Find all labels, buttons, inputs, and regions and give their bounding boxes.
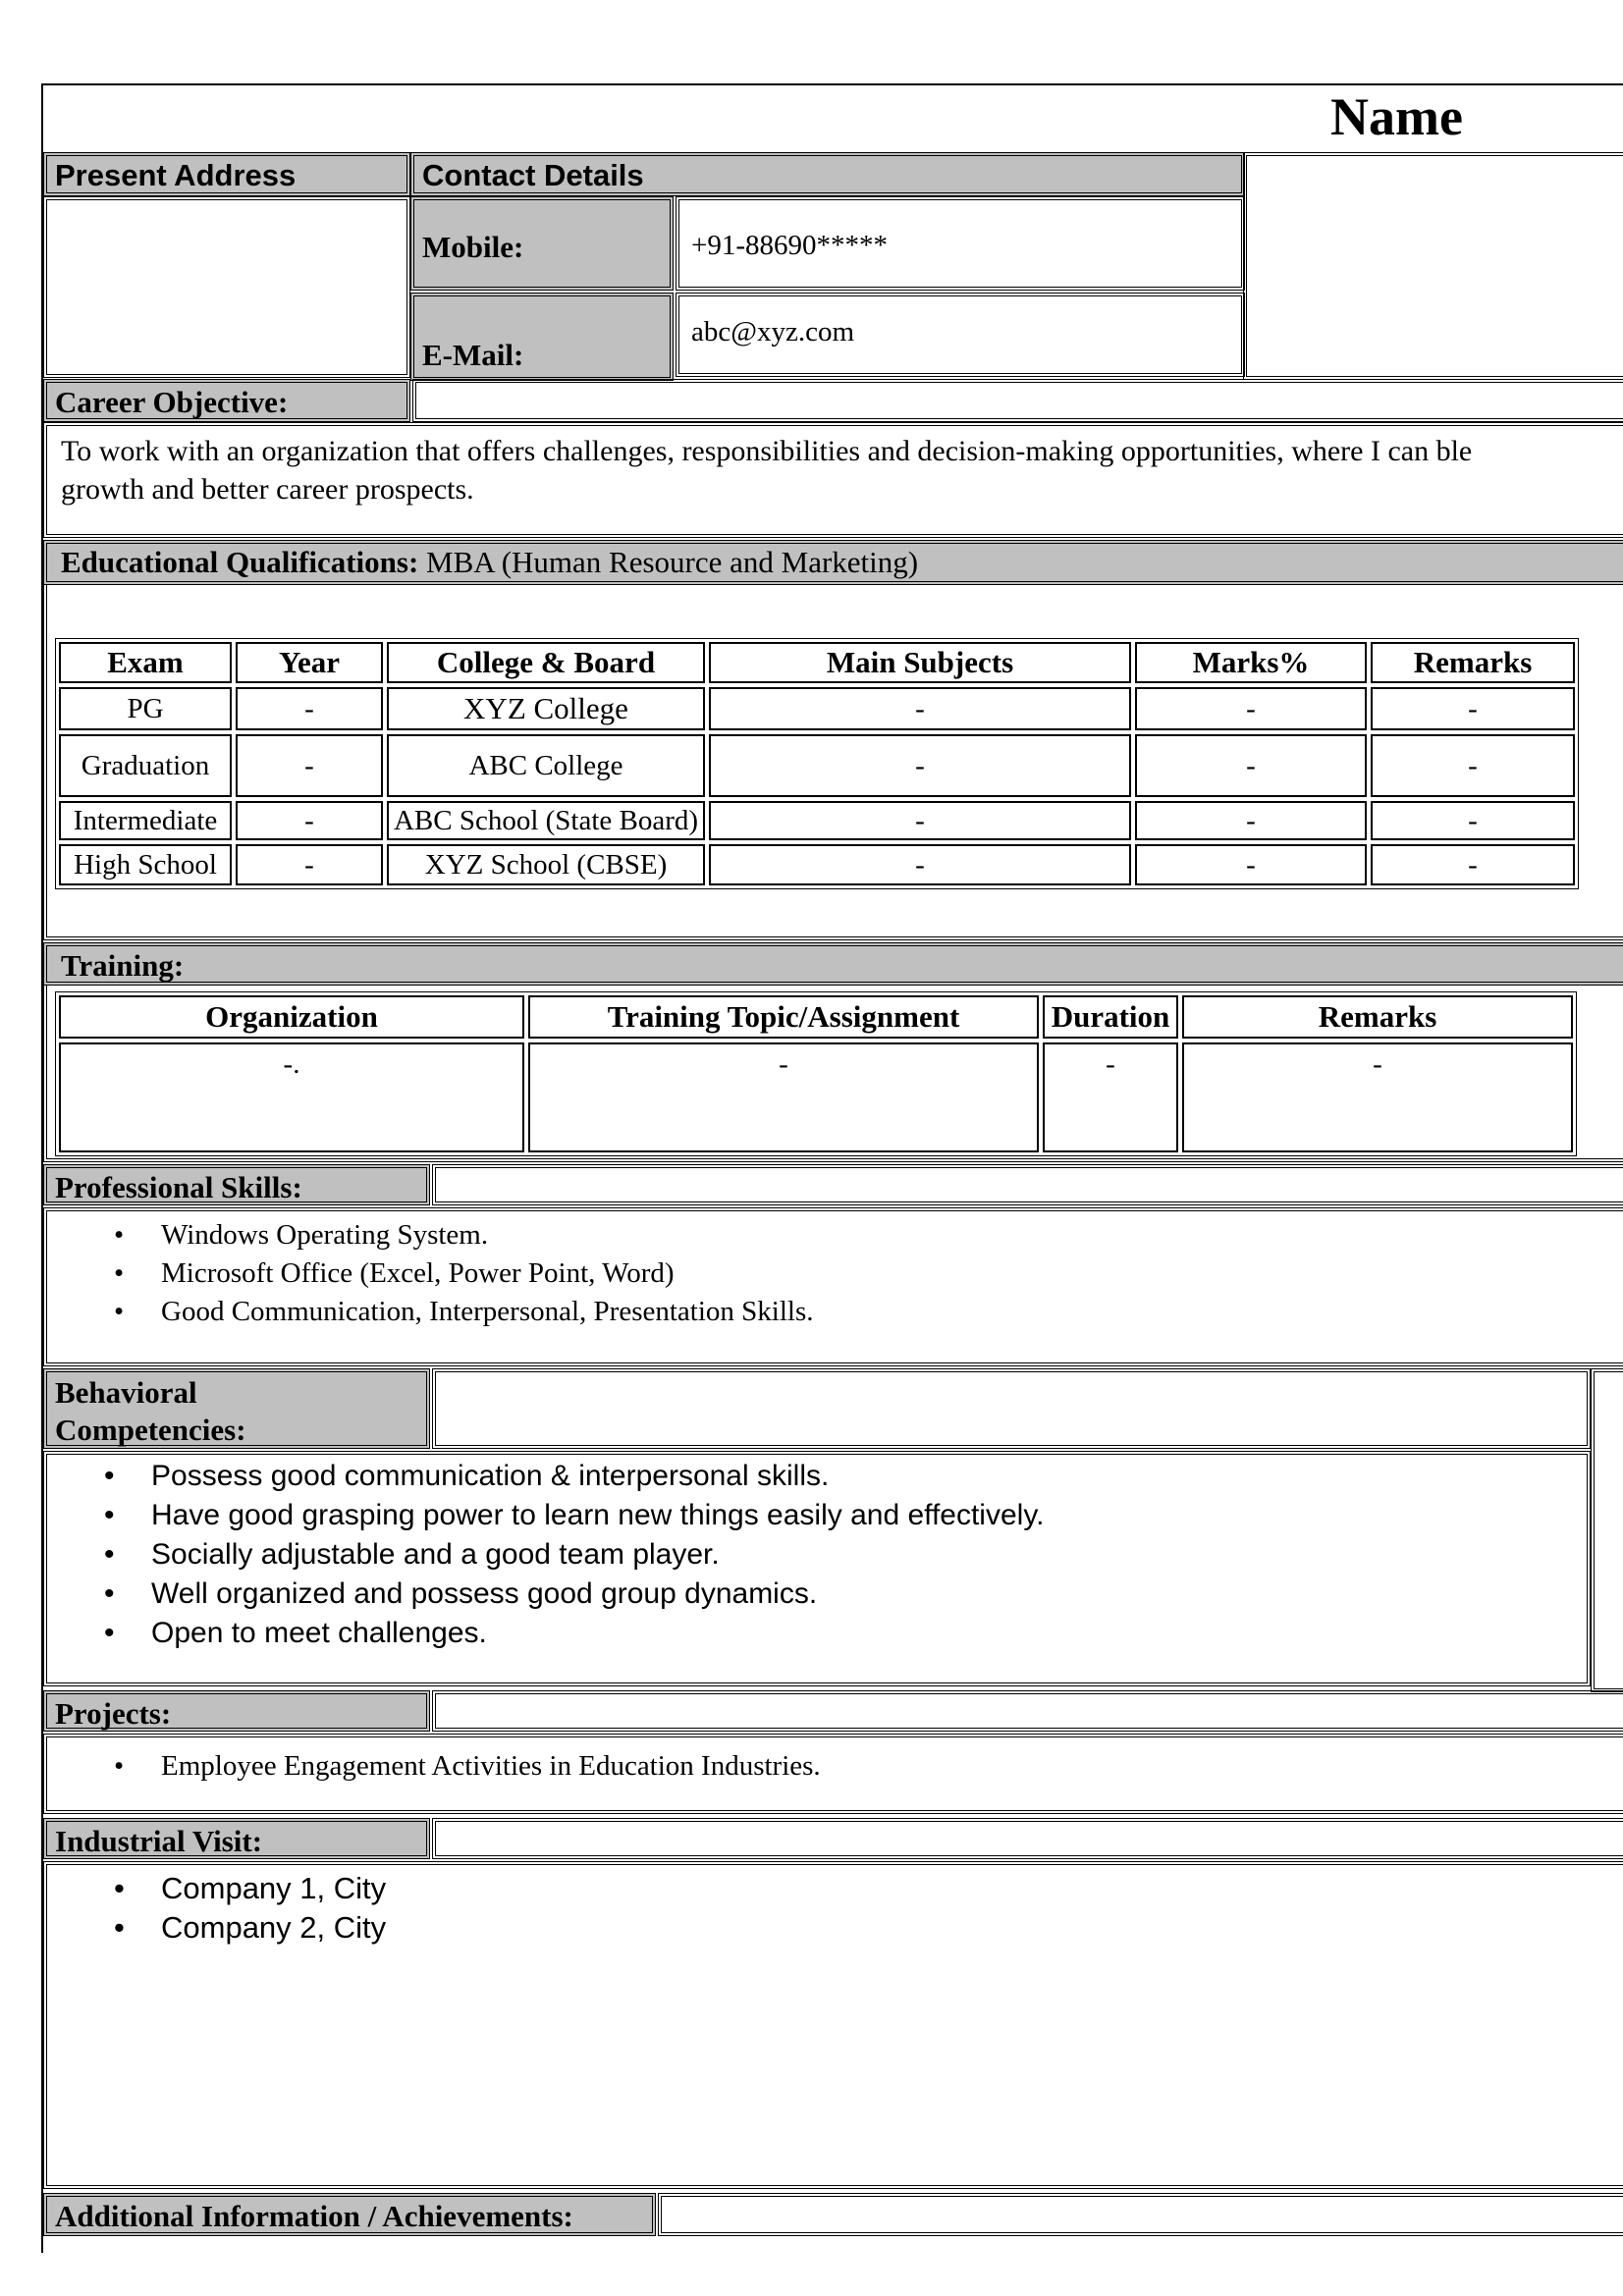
email-value: abc@xyz.com <box>676 293 1245 377</box>
education-degree: MBA (Human Resource and Marketing) <box>426 545 919 579</box>
skill-item: • Windows Operating System. <box>161 1216 1623 1255</box>
edu-cell: XYZ College <box>387 687 705 730</box>
edu-col-subjects: Main Subjects <box>709 642 1131 683</box>
edu-cell: Graduation <box>59 734 232 797</box>
edu-cell: - <box>709 687 1131 730</box>
industrial-visit-field <box>432 1818 1623 1859</box>
competency-item: • Socially adjustable and a good team player. <box>151 1535 1587 1575</box>
edu-cell: - <box>1135 844 1367 885</box>
behavioral-competencies-field <box>432 1368 1591 1449</box>
edu-cell: XYZ School (CBSE) <box>387 844 705 885</box>
professional-skills-field <box>432 1164 1623 1205</box>
edu-cell: - <box>1135 734 1367 797</box>
additional-info-field <box>658 2193 1623 2236</box>
career-objective-field <box>412 379 1623 422</box>
education-label: Educational Qualifications: <box>61 545 419 579</box>
edu-cell: - <box>1135 801 1367 840</box>
career-objective-box <box>43 422 1623 538</box>
training-col-organization: Organization <box>59 995 524 1039</box>
edu-cell: - <box>1371 734 1575 797</box>
edu-cell: - <box>236 687 383 730</box>
training-label: Training: <box>43 942 1623 986</box>
career-objective-line-1: To work with an organization that offers challenges, responsibilities and decision-making opportunities, where I can ble <box>61 435 1473 467</box>
education-heading <box>43 540 1623 585</box>
projects-label: Projects: <box>43 1690 430 1732</box>
edu-cell: Intermediate <box>59 801 232 840</box>
professional-skills-label: Professional Skills: <box>43 1164 430 1205</box>
behavioral-label-line-1: Behavioral <box>55 1375 197 1410</box>
edu-cell: - <box>709 844 1131 885</box>
edu-cell: - <box>236 844 383 885</box>
training-cell: - <box>1043 1042 1178 1152</box>
behavioral-competencies-box <box>43 1451 1591 1686</box>
edu-col-college: College & Board <box>387 642 705 683</box>
additional-info-label: Additional Information / Achievements: <box>43 2193 656 2236</box>
present-address-box <box>43 196 410 378</box>
competency-item: • Have good grasping power to learn new things easily and effectively. <box>151 1496 1587 1535</box>
industrial-visit-label: Industrial Visit: <box>43 1818 430 1859</box>
edu-cell: - <box>1135 687 1367 730</box>
project-item: • Employee Engagement Activities in Education Industries. <box>161 1747 1623 1785</box>
mobile-label: Mobile: <box>410 196 674 291</box>
edu-cell: - <box>1371 844 1575 885</box>
career-objective-label: Career Objective: <box>43 379 410 422</box>
skill-item: • Good Communication, Interpersonal, Presentation Skills. <box>161 1293 1623 1331</box>
behavioral-competencies-label <box>43 1368 430 1449</box>
training-col-topic: Training Topic/Assignment <box>528 995 1039 1039</box>
edu-cell: - <box>236 734 383 797</box>
present-address-label: Present Address <box>43 152 410 196</box>
edu-cell: - <box>1371 687 1575 730</box>
edu-cell: ABC College <box>387 734 705 797</box>
competency-item: • Open to meet challenges. <box>151 1614 1587 1653</box>
edu-cell: - <box>1371 801 1575 840</box>
edu-cell: - <box>236 801 383 840</box>
skill-item: • Microsoft Office (Excel, Power Point, Word) <box>161 1255 1623 1293</box>
mobile-value: +91-88690***** <box>676 196 1245 291</box>
edu-cell: PG <box>59 687 232 730</box>
training-cell: - <box>1182 1042 1573 1152</box>
behavioral-label-line-2: Competencies: <box>55 1413 246 1447</box>
training-cell: - <box>528 1042 1039 1152</box>
training-col-remarks: Remarks <box>1182 995 1573 1039</box>
visit-item: • Company 1, City <box>161 1869 1623 1908</box>
visit-item: • Company 2, City <box>161 1908 1623 1948</box>
edu-cell: - <box>709 801 1131 840</box>
edu-cell: High School <box>59 844 232 885</box>
contact-details-label: Contact Details <box>410 152 1245 196</box>
edu-col-year: Year <box>236 642 383 683</box>
competency-item: • Possess good communication & interpersonal skills. <box>151 1457 1587 1496</box>
projects-field <box>432 1690 1623 1732</box>
behavioral-side-box <box>1591 1368 1623 1692</box>
edu-cell: ABC School (State Board) <box>387 801 705 840</box>
edu-cell: - <box>709 734 1131 797</box>
projects-box <box>43 1734 1623 1814</box>
professional-skills-box <box>43 1207 1623 1366</box>
industrial-visit-box <box>43 1861 1623 2189</box>
photo-box <box>1243 152 1623 380</box>
email-label: E-Mail: <box>410 293 674 381</box>
training-cell: -. <box>59 1042 524 1152</box>
training-col-duration: Duration <box>1043 995 1178 1039</box>
edu-col-exam: Exam <box>59 642 232 683</box>
name-heading: Name <box>1330 87 1463 146</box>
edu-col-marks: Marks% <box>1135 642 1367 683</box>
career-objective-line-2: growth and better career prospects. <box>61 473 474 506</box>
edu-col-remarks: Remarks <box>1371 642 1575 683</box>
competency-item: • Well organized and possess good group dynamics. <box>151 1575 1587 1614</box>
